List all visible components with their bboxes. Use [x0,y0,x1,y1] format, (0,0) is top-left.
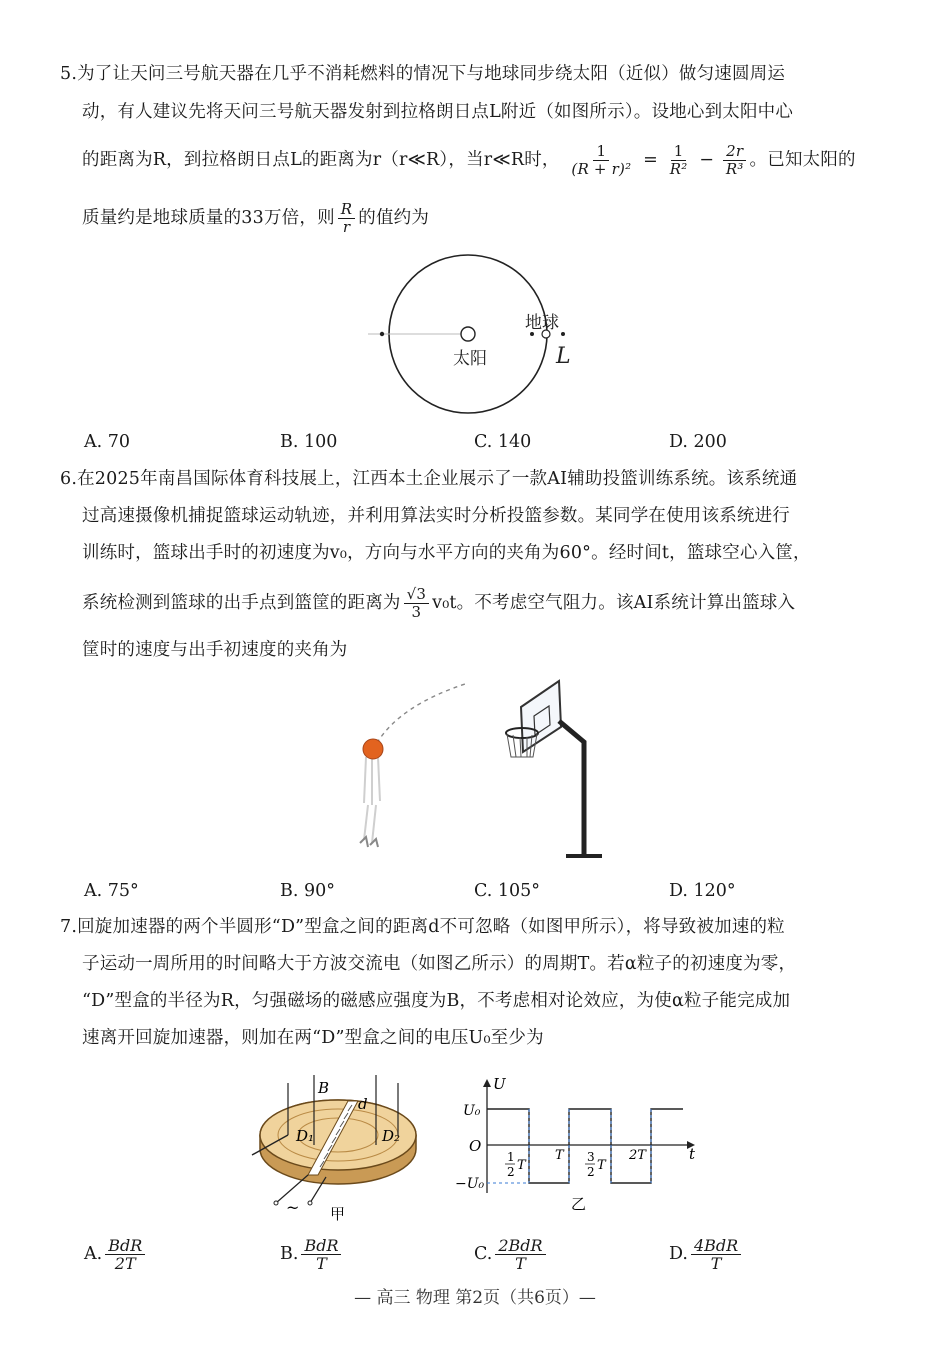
q7-option-c-frac: $\frac{\text{2BdR}}{T}$ [495,1237,545,1272]
q7-option-b-label: B. [280,1244,299,1264]
two-t-label: 2T [629,1148,646,1163]
q5-option-d[interactable]: D. 200 [669,432,727,452]
player-figure [360,755,380,847]
q5-text-4b: 的值约为 [358,208,430,228]
q7-line2: 子运动一周所用的时间略大于方波交流电（如图乙所示）的周期T。若α粒子的初速度为零， [82,954,797,974]
q5-option-c[interactable]: C. 140 [474,432,532,452]
b-label: B [318,1079,330,1097]
q7-line4: 速离开回旋加速器，则加在两“D”型盒之间的电压U₀至少为 [82,1028,544,1048]
hoop-pole [559,721,584,855]
q5-line4 [82,198,429,238]
q6-number: 6. [60,469,78,489]
q6-option-a[interactable]: A. 75° [84,881,139,901]
u-axis-arrow [483,1079,491,1087]
q7-option-d-label: D. [669,1244,688,1264]
ac-source-label: ~ [286,1198,300,1217]
q6-line4 [82,583,795,623]
q6-option-d[interactable]: D. 120° [669,881,736,901]
page-footer: — 高三 物理 第2页（共6页）— [354,1288,596,1308]
sun-label: 太阳 [453,349,487,369]
q7-option-a[interactable] [84,1237,148,1272]
q5-frac-1: $\frac{1}{\text{(R + r)²}}$ [571,142,632,178]
q7-number: 7. [60,917,78,937]
three-half-t-num: 3 [587,1150,595,1164]
origin-label: O [469,1137,482,1155]
q6-option-c[interactable]: C. 105° [474,881,541,901]
half-t-label: T [517,1158,526,1173]
q6-basketball-figure [0,675,950,875]
neg-u0-label: −U₀ [455,1176,485,1192]
q6-text-4a: 系统检测到篮球的出手点到篮筐的距离为 [82,593,401,613]
d2-label: D₂ [382,1127,401,1145]
sun-icon [461,327,475,341]
q7-option-d-frac: $\frac{\text{4BdR}}{T}$ [691,1237,741,1272]
q7-option-c[interactable] [474,1237,549,1272]
u0-label: U₀ [463,1103,481,1119]
ball-trajectory [377,683,468,743]
q5-text-3b: 。已知太阳的 [749,150,856,170]
lagrange-label: L [556,344,571,369]
q7-square-wave-figure [455,1075,715,1225]
q6-line3: 训练时，篮球出手时的初速度为v₀，方向与水平方向的夹角为60°。经时间t，篮球空心入筐， [82,543,811,563]
orbit-arrow-dot [380,332,384,336]
figure-b-caption: 乙 [571,1195,587,1213]
q5-option-b[interactable]: B. 100 [280,432,338,452]
q5-frac-4: $\frac{R}{r}$ [338,201,356,236]
q7-cyclotron-figure [248,1075,448,1225]
q7-line3: “D”型盒的半径为R，匀强磁场的磁感应强度为B，不考虑相对论效应，为使α粒子能完成加 [82,991,791,1011]
q5-text-3a: 的距离为R，到拉格朗日点L的距离为r（r≪R），当r≪R时， [82,150,560,170]
earth-label: 地球 [525,313,559,333]
figure-a-caption: 甲 [330,1205,346,1223]
lagrange-point-dot [561,332,565,336]
q5-line1 [60,62,785,86]
q5-option-a[interactable]: A. 70 [84,432,131,452]
q6-option-b[interactable]: B. 90° [280,881,336,901]
q5-frac-2: $\frac{1}{\text{R²}}$ [669,142,688,178]
half-t-den: 2 [507,1165,515,1179]
q7-text-1: 回旋加速器的两个半圆形“D”型盒之间的距离d不可忽略（如图甲所示），将导致被加速的粒 [77,917,785,937]
terminal-1 [274,1201,278,1205]
q5-text-4a: 质量约是地球质量的33万倍，则 [82,208,335,228]
q5-minus: − [699,150,715,170]
q6-line1 [60,467,797,491]
basketball-icon [363,739,383,759]
d-label: d [358,1095,368,1113]
t-axis-label: t [689,1145,696,1163]
q7-option-c-label: C. [474,1244,493,1264]
q7-line1 [60,915,785,939]
q6-frac: $\frac{√3}{3}$ [404,586,430,621]
d1-label: D₁ [296,1127,315,1145]
q7-option-b[interactable] [280,1237,344,1272]
three-half-t-den: 2 [587,1165,595,1179]
q6-line2: 过高速摄像机捕捉篮球运动轨迹，并利用算法实时分析投篮参数。某同学在使用该系统进行 [82,506,790,526]
q7-option-d[interactable] [669,1237,744,1272]
q7-option-b-frac: $\frac{\text{BdR}}{T}$ [301,1237,341,1272]
q5-frac-3: $\frac{2r}{\text{R³}}$ [723,143,747,178]
q5-eq: = [643,150,658,170]
u-axis-label: U [493,1075,506,1093]
t-label: T [555,1148,564,1163]
q6-line5: 筐时的速度与出手初速度的夹角为 [82,640,348,660]
q6-text-1: 在2025年南昌国际体育科技展上，江西本土企业展示了一款AI辅助投篮训练系统。该系统通 [77,469,798,489]
q7-option-a-frac: $\frac{\text{BdR}}{2T}$ [105,1237,145,1272]
q5-line2: 动，有人建议先将天问三号航天器发射到拉格朗日点L附近（如图所示）。设地心到太阳中心 [82,102,794,122]
q5-line3 [82,143,856,178]
q6-text-4b: v₀t。不考虑空气阻力。该AI系统计算出篮球入 [432,593,796,613]
terminal-2 [308,1201,312,1205]
q5-orbit-figure [0,250,950,420]
half-t-num: 1 [507,1150,515,1164]
q5-number: 5. [60,64,78,84]
three-half-t-label: T [597,1158,606,1173]
q5-text-1: 为了让天问三号航天器在几乎不消耗燃料的情况下与地球同步绕太阳（近似）做匀速圆周运 [77,64,786,84]
q7-option-a-label: A. [84,1244,103,1264]
